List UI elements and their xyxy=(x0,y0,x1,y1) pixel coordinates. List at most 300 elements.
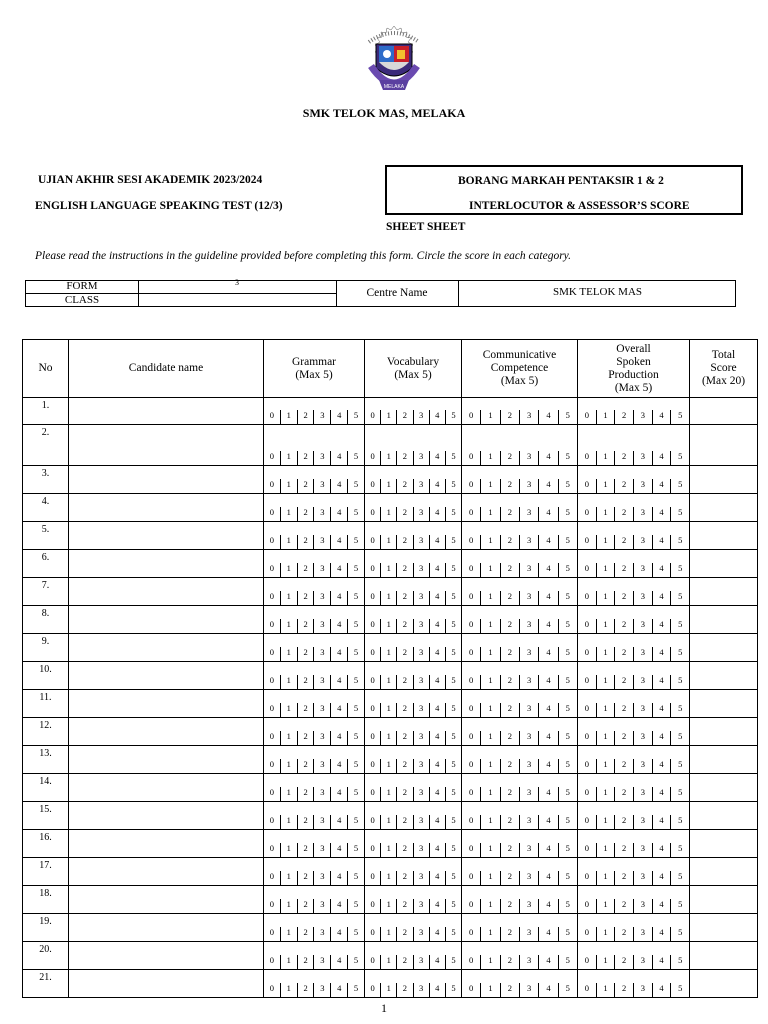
overall-score-option[interactable]: 3 xyxy=(633,871,652,885)
grammar-score-option[interactable]: 4 xyxy=(330,899,347,913)
overall-score-option[interactable]: 2 xyxy=(614,815,633,829)
communicative-score-option[interactable]: 3 xyxy=(519,787,538,801)
grammar-score-option[interactable]: 4 xyxy=(330,815,347,829)
grammar-score-option[interactable]: 0 xyxy=(269,478,275,489)
grammar-score-option[interactable]: 5 xyxy=(347,955,364,969)
grammar-score-option[interactable]: 1 xyxy=(280,899,297,913)
overall-score-option[interactable]: 0 xyxy=(584,954,589,965)
grammar-score-option[interactable]: 0 xyxy=(269,534,275,545)
vocabulary-score-option[interactable]: 5 xyxy=(445,815,461,829)
overall-score-option[interactable]: 1 xyxy=(596,843,615,857)
communicative-score-option[interactable]: 1 xyxy=(480,871,499,885)
communicative-score-option[interactable]: 3 xyxy=(519,927,538,941)
overall-score-option[interactable]: 5 xyxy=(670,647,689,661)
communicative-score-option[interactable]: 0 xyxy=(469,702,474,713)
overall-score-option[interactable]: 0 xyxy=(584,758,589,769)
overall-score-option[interactable]: 5 xyxy=(670,955,689,969)
communicative-score-option[interactable]: 4 xyxy=(538,563,557,577)
overall-score-option[interactable]: 2 xyxy=(614,843,633,857)
vocabulary-score-option[interactable]: 4 xyxy=(429,507,445,521)
grammar-score-option[interactable]: 3 xyxy=(313,507,330,521)
overall-score-option[interactable]: 1 xyxy=(596,731,615,745)
communicative-score-option[interactable]: 5 xyxy=(558,843,577,857)
vocabulary-score-option[interactable]: 1 xyxy=(380,563,396,577)
vocabulary-score-option[interactable]: 1 xyxy=(380,591,396,605)
grammar-score-option[interactable]: 3 xyxy=(313,731,330,745)
overall-score-option[interactable]: 1 xyxy=(596,591,615,605)
overall-score-option[interactable]: 3 xyxy=(633,591,652,605)
communicative-score-option[interactable]: 1 xyxy=(480,815,499,829)
grammar-score-option[interactable]: 4 xyxy=(330,563,347,577)
total-score-cell[interactable] xyxy=(690,398,758,425)
vocabulary-score-option[interactable]: 5 xyxy=(445,983,461,997)
overall-score-option[interactable]: 5 xyxy=(670,899,689,913)
overall-score-option[interactable]: 0 xyxy=(584,674,589,685)
vocabulary-score-option[interactable]: 2 xyxy=(396,731,412,745)
communicative-score-option[interactable]: 0 xyxy=(469,562,474,573)
grammar-score-option[interactable]: 4 xyxy=(330,703,347,717)
overall-score-option[interactable]: 1 xyxy=(596,451,615,465)
grammar-score-option[interactable]: 3 xyxy=(313,843,330,857)
total-score-cell[interactable] xyxy=(690,606,758,634)
communicative-score-option[interactable]: 3 xyxy=(519,451,538,465)
communicative-score-option[interactable]: 1 xyxy=(480,410,499,424)
vocabulary-score-option[interactable]: 0 xyxy=(370,702,375,713)
overall-score-option[interactable]: 2 xyxy=(614,619,633,633)
overall-score-option[interactable]: 1 xyxy=(596,703,615,717)
candidate-name-cell[interactable] xyxy=(69,970,264,998)
overall-score-option[interactable]: 4 xyxy=(652,507,671,521)
vocabulary-score-option[interactable]: 1 xyxy=(380,815,396,829)
vocabulary-score-option[interactable]: 4 xyxy=(429,899,445,913)
overall-score-option[interactable]: 3 xyxy=(633,507,652,521)
grammar-score-option[interactable]: 5 xyxy=(347,535,364,549)
communicative-score-option[interactable]: 1 xyxy=(480,591,499,605)
overall-score-option[interactable]: 3 xyxy=(633,843,652,857)
grammar-score-option[interactable]: 5 xyxy=(347,591,364,605)
vocabulary-score-option[interactable]: 2 xyxy=(396,955,412,969)
communicative-score-option[interactable]: 5 xyxy=(558,815,577,829)
vocabulary-score-option[interactable]: 2 xyxy=(396,983,412,997)
vocabulary-score-option[interactable]: 5 xyxy=(445,675,461,689)
communicative-score-option[interactable]: 5 xyxy=(558,675,577,689)
candidate-name-cell[interactable] xyxy=(69,858,264,886)
overall-score-option[interactable]: 0 xyxy=(584,898,589,909)
overall-score-option[interactable]: 4 xyxy=(652,647,671,661)
vocabulary-score-option[interactable]: 5 xyxy=(445,591,461,605)
vocabulary-score-option[interactable]: 2 xyxy=(396,871,412,885)
candidate-name-cell[interactable] xyxy=(69,550,264,578)
overall-score-option[interactable]: 2 xyxy=(614,647,633,661)
vocabulary-score-option[interactable]: 1 xyxy=(380,479,396,493)
grammar-score-option[interactable]: 0 xyxy=(269,786,275,797)
vocabulary-score-option[interactable]: 0 xyxy=(370,786,375,797)
form-value[interactable]: 3 xyxy=(235,278,239,287)
overall-score-option[interactable]: 0 xyxy=(584,562,589,573)
vocabulary-score-option[interactable]: 3 xyxy=(413,479,429,493)
vocabulary-score-option[interactable]: 5 xyxy=(445,843,461,857)
vocabulary-score-option[interactable]: 0 xyxy=(370,926,375,937)
vocabulary-score-option[interactable]: 4 xyxy=(429,619,445,633)
grammar-score-option[interactable]: 1 xyxy=(280,479,297,493)
communicative-score-option[interactable]: 3 xyxy=(519,563,538,577)
grammar-score-option[interactable]: 2 xyxy=(297,479,314,493)
grammar-score-option[interactable]: 3 xyxy=(313,619,330,633)
overall-score-option[interactable]: 0 xyxy=(584,814,589,825)
vocabulary-score-option[interactable]: 2 xyxy=(396,410,412,424)
overall-score-option[interactable]: 2 xyxy=(614,927,633,941)
overall-score-option[interactable]: 4 xyxy=(652,675,671,689)
overall-score-option[interactable]: 2 xyxy=(614,507,633,521)
communicative-score-option[interactable]: 2 xyxy=(500,815,519,829)
vocabulary-score-option[interactable]: 0 xyxy=(370,534,375,545)
grammar-score-option[interactable]: 0 xyxy=(269,842,275,853)
grammar-score-option[interactable]: 5 xyxy=(347,871,364,885)
communicative-score-option[interactable]: 4 xyxy=(538,983,557,997)
communicative-score-option[interactable]: 2 xyxy=(500,899,519,913)
communicative-score-option[interactable]: 1 xyxy=(480,703,499,717)
total-score-cell[interactable] xyxy=(690,718,758,746)
vocabulary-score-option[interactable]: 3 xyxy=(413,591,429,605)
vocabulary-score-option[interactable]: 3 xyxy=(413,787,429,801)
grammar-score-option[interactable]: 0 xyxy=(269,898,275,909)
candidate-name-cell[interactable] xyxy=(69,494,264,522)
vocabulary-score-option[interactable]: 4 xyxy=(429,843,445,857)
candidate-name-cell[interactable] xyxy=(69,830,264,858)
communicative-score-option[interactable]: 4 xyxy=(538,507,557,521)
vocabulary-score-option[interactable]: 5 xyxy=(445,703,461,717)
candidate-name-cell[interactable] xyxy=(69,718,264,746)
grammar-score-option[interactable]: 0 xyxy=(269,870,275,881)
vocabulary-score-option[interactable]: 2 xyxy=(396,787,412,801)
grammar-score-option[interactable]: 4 xyxy=(330,787,347,801)
overall-score-option[interactable]: 2 xyxy=(614,703,633,717)
grammar-score-option[interactable]: 0 xyxy=(269,450,275,461)
vocabulary-score-option[interactable]: 4 xyxy=(429,815,445,829)
grammar-score-option[interactable]: 2 xyxy=(297,507,314,521)
vocabulary-score-option[interactable]: 3 xyxy=(413,563,429,577)
grammar-score-option[interactable]: 3 xyxy=(313,535,330,549)
vocabulary-score-option[interactable]: 2 xyxy=(396,479,412,493)
grammar-score-option[interactable]: 3 xyxy=(313,591,330,605)
candidate-name-cell[interactable] xyxy=(69,914,264,942)
grammar-score-option[interactable]: 2 xyxy=(297,731,314,745)
vocabulary-score-option[interactable]: 4 xyxy=(429,871,445,885)
candidate-name-cell[interactable] xyxy=(69,886,264,914)
communicative-score-option[interactable]: 1 xyxy=(480,731,499,745)
overall-score-option[interactable]: 1 xyxy=(596,507,615,521)
overall-score-option[interactable]: 5 xyxy=(670,479,689,493)
vocabulary-score-option[interactable]: 4 xyxy=(429,731,445,745)
candidate-name-cell[interactable] xyxy=(69,634,264,662)
communicative-score-option[interactable]: 1 xyxy=(480,759,499,773)
candidate-name-cell[interactable] xyxy=(69,578,264,606)
grammar-score-option[interactable]: 4 xyxy=(330,535,347,549)
overall-score-option[interactable]: 5 xyxy=(670,815,689,829)
grammar-score-option[interactable]: 3 xyxy=(313,479,330,493)
overall-score-option[interactable]: 2 xyxy=(614,955,633,969)
overall-score-option[interactable]: 0 xyxy=(584,646,589,657)
communicative-score-option[interactable]: 2 xyxy=(500,927,519,941)
grammar-score-option[interactable]: 1 xyxy=(280,703,297,717)
grammar-score-option[interactable]: 2 xyxy=(297,815,314,829)
grammar-score-option[interactable]: 4 xyxy=(330,927,347,941)
grammar-score-option[interactable]: 2 xyxy=(297,410,314,424)
communicative-score-option[interactable]: 0 xyxy=(469,870,474,881)
vocabulary-score-option[interactable]: 1 xyxy=(380,787,396,801)
communicative-score-option[interactable]: 3 xyxy=(519,479,538,493)
communicative-score-option[interactable]: 1 xyxy=(480,563,499,577)
vocabulary-score-option[interactable]: 3 xyxy=(413,955,429,969)
vocabulary-score-option[interactable]: 3 xyxy=(413,619,429,633)
vocabulary-score-option[interactable]: 0 xyxy=(370,758,375,769)
vocabulary-score-option[interactable]: 1 xyxy=(380,955,396,969)
grammar-score-option[interactable]: 1 xyxy=(280,815,297,829)
communicative-score-option[interactable]: 5 xyxy=(558,535,577,549)
communicative-score-option[interactable]: 2 xyxy=(500,535,519,549)
vocabulary-score-option[interactable]: 4 xyxy=(429,647,445,661)
vocabulary-score-option[interactable]: 1 xyxy=(380,983,396,997)
overall-score-option[interactable]: 0 xyxy=(584,409,589,420)
overall-score-option[interactable]: 4 xyxy=(652,899,671,913)
grammar-score-option[interactable]: 2 xyxy=(297,703,314,717)
total-score-cell[interactable] xyxy=(690,550,758,578)
grammar-score-option[interactable]: 0 xyxy=(269,730,275,741)
communicative-score-option[interactable]: 0 xyxy=(469,618,474,629)
communicative-score-option[interactable]: 5 xyxy=(558,410,577,424)
vocabulary-score-option[interactable]: 1 xyxy=(380,410,396,424)
overall-score-option[interactable]: 0 xyxy=(584,506,589,517)
communicative-score-option[interactable]: 0 xyxy=(469,786,474,797)
grammar-score-option[interactable]: 3 xyxy=(313,759,330,773)
overall-score-option[interactable]: 4 xyxy=(652,955,671,969)
overall-score-option[interactable]: 1 xyxy=(596,535,615,549)
overall-score-option[interactable]: 3 xyxy=(633,451,652,465)
communicative-score-option[interactable]: 2 xyxy=(500,787,519,801)
communicative-score-option[interactable]: 5 xyxy=(558,507,577,521)
grammar-score-option[interactable]: 1 xyxy=(280,647,297,661)
vocabulary-score-option[interactable]: 1 xyxy=(380,843,396,857)
grammar-score-option[interactable]: 2 xyxy=(297,563,314,577)
communicative-score-option[interactable]: 1 xyxy=(480,843,499,857)
grammar-score-option[interactable]: 1 xyxy=(280,787,297,801)
communicative-score-option[interactable]: 0 xyxy=(469,450,474,461)
communicative-score-option[interactable]: 5 xyxy=(558,647,577,661)
total-score-cell[interactable] xyxy=(690,830,758,858)
overall-score-option[interactable]: 2 xyxy=(614,871,633,885)
overall-score-option[interactable]: 2 xyxy=(614,479,633,493)
communicative-score-option[interactable]: 2 xyxy=(500,647,519,661)
vocabulary-score-option[interactable]: 3 xyxy=(413,675,429,689)
overall-score-option[interactable]: 4 xyxy=(652,927,671,941)
communicative-score-option[interactable]: 3 xyxy=(519,410,538,424)
communicative-score-option[interactable]: 1 xyxy=(480,619,499,633)
overall-score-option[interactable]: 3 xyxy=(633,815,652,829)
total-score-cell[interactable] xyxy=(690,494,758,522)
communicative-score-option[interactable]: 2 xyxy=(500,507,519,521)
grammar-score-option[interactable]: 5 xyxy=(347,983,364,997)
overall-score-option[interactable]: 2 xyxy=(614,899,633,913)
overall-score-option[interactable]: 3 xyxy=(633,787,652,801)
overall-score-option[interactable]: 4 xyxy=(652,619,671,633)
vocabulary-score-option[interactable]: 2 xyxy=(396,535,412,549)
grammar-score-option[interactable]: 1 xyxy=(280,507,297,521)
grammar-score-option[interactable]: 3 xyxy=(313,871,330,885)
vocabulary-score-option[interactable]: 0 xyxy=(370,450,375,461)
grammar-score-option[interactable]: 3 xyxy=(313,451,330,465)
grammar-score-option[interactable]: 5 xyxy=(347,507,364,521)
vocabulary-score-option[interactable]: 2 xyxy=(396,759,412,773)
total-score-cell[interactable] xyxy=(690,466,758,494)
grammar-score-option[interactable]: 0 xyxy=(269,646,275,657)
candidate-name-cell[interactable] xyxy=(69,466,264,494)
grammar-score-option[interactable]: 4 xyxy=(330,451,347,465)
communicative-score-option[interactable]: 1 xyxy=(480,927,499,941)
communicative-score-option[interactable]: 2 xyxy=(500,675,519,689)
vocabulary-score-option[interactable]: 2 xyxy=(396,647,412,661)
communicative-score-option[interactable]: 5 xyxy=(558,899,577,913)
communicative-score-option[interactable]: 0 xyxy=(469,674,474,685)
grammar-score-option[interactable]: 5 xyxy=(347,451,364,465)
vocabulary-score-option[interactable]: 0 xyxy=(370,954,375,965)
overall-score-option[interactable]: 2 xyxy=(614,675,633,689)
grammar-score-option[interactable]: 5 xyxy=(347,731,364,745)
overall-score-option[interactable]: 1 xyxy=(596,563,615,577)
candidate-name-cell[interactable] xyxy=(69,942,264,970)
overall-score-option[interactable]: 2 xyxy=(614,759,633,773)
communicative-score-option[interactable]: 3 xyxy=(519,703,538,717)
communicative-score-option[interactable]: 1 xyxy=(480,675,499,689)
candidate-name-cell[interactable] xyxy=(69,398,264,425)
vocabulary-score-option[interactable]: 5 xyxy=(445,535,461,549)
communicative-score-option[interactable]: 0 xyxy=(469,534,474,545)
vocabulary-score-option[interactable]: 4 xyxy=(429,927,445,941)
overall-score-option[interactable]: 0 xyxy=(584,786,589,797)
overall-score-option[interactable]: 4 xyxy=(652,535,671,549)
overall-score-option[interactable]: 2 xyxy=(614,563,633,577)
total-score-cell[interactable] xyxy=(690,914,758,942)
communicative-score-option[interactable]: 3 xyxy=(519,843,538,857)
communicative-score-option[interactable]: 5 xyxy=(558,983,577,997)
vocabulary-score-option[interactable]: 3 xyxy=(413,871,429,885)
communicative-score-option[interactable]: 4 xyxy=(538,759,557,773)
candidate-name-cell[interactable] xyxy=(69,774,264,802)
communicative-score-option[interactable]: 0 xyxy=(469,730,474,741)
overall-score-option[interactable]: 4 xyxy=(652,591,671,605)
grammar-score-option[interactable]: 3 xyxy=(313,955,330,969)
vocabulary-score-option[interactable]: 2 xyxy=(396,843,412,857)
communicative-score-option[interactable]: 5 xyxy=(558,927,577,941)
vocabulary-score-option[interactable]: 5 xyxy=(445,619,461,633)
communicative-score-option[interactable]: 0 xyxy=(469,478,474,489)
communicative-score-option[interactable]: 4 xyxy=(538,451,557,465)
communicative-score-option[interactable]: 1 xyxy=(480,647,499,661)
grammar-score-option[interactable]: 3 xyxy=(313,647,330,661)
overall-score-option[interactable]: 5 xyxy=(670,410,689,424)
grammar-score-option[interactable]: 4 xyxy=(330,675,347,689)
communicative-score-option[interactable]: 3 xyxy=(519,899,538,913)
grammar-score-option[interactable]: 2 xyxy=(297,843,314,857)
candidate-name-cell[interactable] xyxy=(69,606,264,634)
overall-score-option[interactable]: 2 xyxy=(614,535,633,549)
vocabulary-score-option[interactable]: 3 xyxy=(413,843,429,857)
communicative-score-option[interactable]: 0 xyxy=(469,758,474,769)
grammar-score-option[interactable]: 4 xyxy=(330,983,347,997)
grammar-score-option[interactable]: 0 xyxy=(269,814,275,825)
vocabulary-score-option[interactable]: 2 xyxy=(396,703,412,717)
overall-score-option[interactable]: 4 xyxy=(652,410,671,424)
communicative-score-option[interactable]: 4 xyxy=(538,927,557,941)
total-score-cell[interactable] xyxy=(690,802,758,830)
overall-score-option[interactable]: 0 xyxy=(584,534,589,545)
overall-score-option[interactable]: 5 xyxy=(670,927,689,941)
communicative-score-option[interactable]: 5 xyxy=(558,871,577,885)
vocabulary-score-option[interactable]: 5 xyxy=(445,759,461,773)
communicative-score-option[interactable]: 1 xyxy=(480,451,499,465)
grammar-score-option[interactable]: 0 xyxy=(269,702,275,713)
vocabulary-score-option[interactable]: 3 xyxy=(413,451,429,465)
grammar-score-option[interactable]: 5 xyxy=(347,815,364,829)
overall-score-option[interactable]: 2 xyxy=(614,787,633,801)
vocabulary-score-option[interactable]: 3 xyxy=(413,535,429,549)
communicative-score-option[interactable]: 4 xyxy=(538,899,557,913)
grammar-score-option[interactable]: 3 xyxy=(313,563,330,577)
overall-score-option[interactable]: 2 xyxy=(614,451,633,465)
overall-score-option[interactable]: 4 xyxy=(652,703,671,717)
vocabulary-score-option[interactable]: 2 xyxy=(396,899,412,913)
overall-score-option[interactable]: 0 xyxy=(584,618,589,629)
communicative-score-option[interactable]: 3 xyxy=(519,815,538,829)
overall-score-option[interactable]: 3 xyxy=(633,563,652,577)
overall-score-option[interactable]: 3 xyxy=(633,535,652,549)
grammar-score-option[interactable]: 5 xyxy=(347,410,364,424)
vocabulary-score-option[interactable]: 0 xyxy=(370,674,375,685)
grammar-score-option[interactable]: 5 xyxy=(347,563,364,577)
overall-score-option[interactable]: 4 xyxy=(652,731,671,745)
overall-score-option[interactable]: 4 xyxy=(652,815,671,829)
overall-score-option[interactable]: 2 xyxy=(614,731,633,745)
vocabulary-score-option[interactable]: 1 xyxy=(380,535,396,549)
communicative-score-option[interactable]: 4 xyxy=(538,787,557,801)
overall-score-option[interactable]: 4 xyxy=(652,479,671,493)
vocabulary-score-option[interactable]: 5 xyxy=(445,731,461,745)
grammar-score-option[interactable]: 1 xyxy=(280,591,297,605)
overall-score-option[interactable]: 1 xyxy=(596,927,615,941)
grammar-score-option[interactable]: 4 xyxy=(330,647,347,661)
vocabulary-score-option[interactable]: 1 xyxy=(380,899,396,913)
overall-score-option[interactable]: 5 xyxy=(670,703,689,717)
communicative-score-option[interactable]: 2 xyxy=(500,563,519,577)
overall-score-option[interactable]: 1 xyxy=(596,619,615,633)
communicative-score-option[interactable]: 0 xyxy=(469,842,474,853)
vocabulary-score-option[interactable]: 1 xyxy=(380,871,396,885)
overall-score-option[interactable]: 4 xyxy=(652,983,671,997)
overall-score-option[interactable]: 1 xyxy=(596,815,615,829)
vocabulary-score-option[interactable]: 1 xyxy=(380,927,396,941)
overall-score-option[interactable]: 5 xyxy=(670,563,689,577)
grammar-score-option[interactable]: 0 xyxy=(269,562,275,573)
grammar-score-option[interactable]: 1 xyxy=(280,983,297,997)
grammar-score-option[interactable]: 1 xyxy=(280,927,297,941)
grammar-score-option[interactable]: 1 xyxy=(280,535,297,549)
vocabulary-score-option[interactable]: 3 xyxy=(413,410,429,424)
vocabulary-score-option[interactable]: 1 xyxy=(380,647,396,661)
vocabulary-score-option[interactable]: 2 xyxy=(396,675,412,689)
vocabulary-score-option[interactable]: 0 xyxy=(370,842,375,853)
candidate-name-cell[interactable] xyxy=(69,522,264,550)
total-score-cell[interactable] xyxy=(690,746,758,774)
communicative-score-option[interactable]: 1 xyxy=(480,983,499,997)
